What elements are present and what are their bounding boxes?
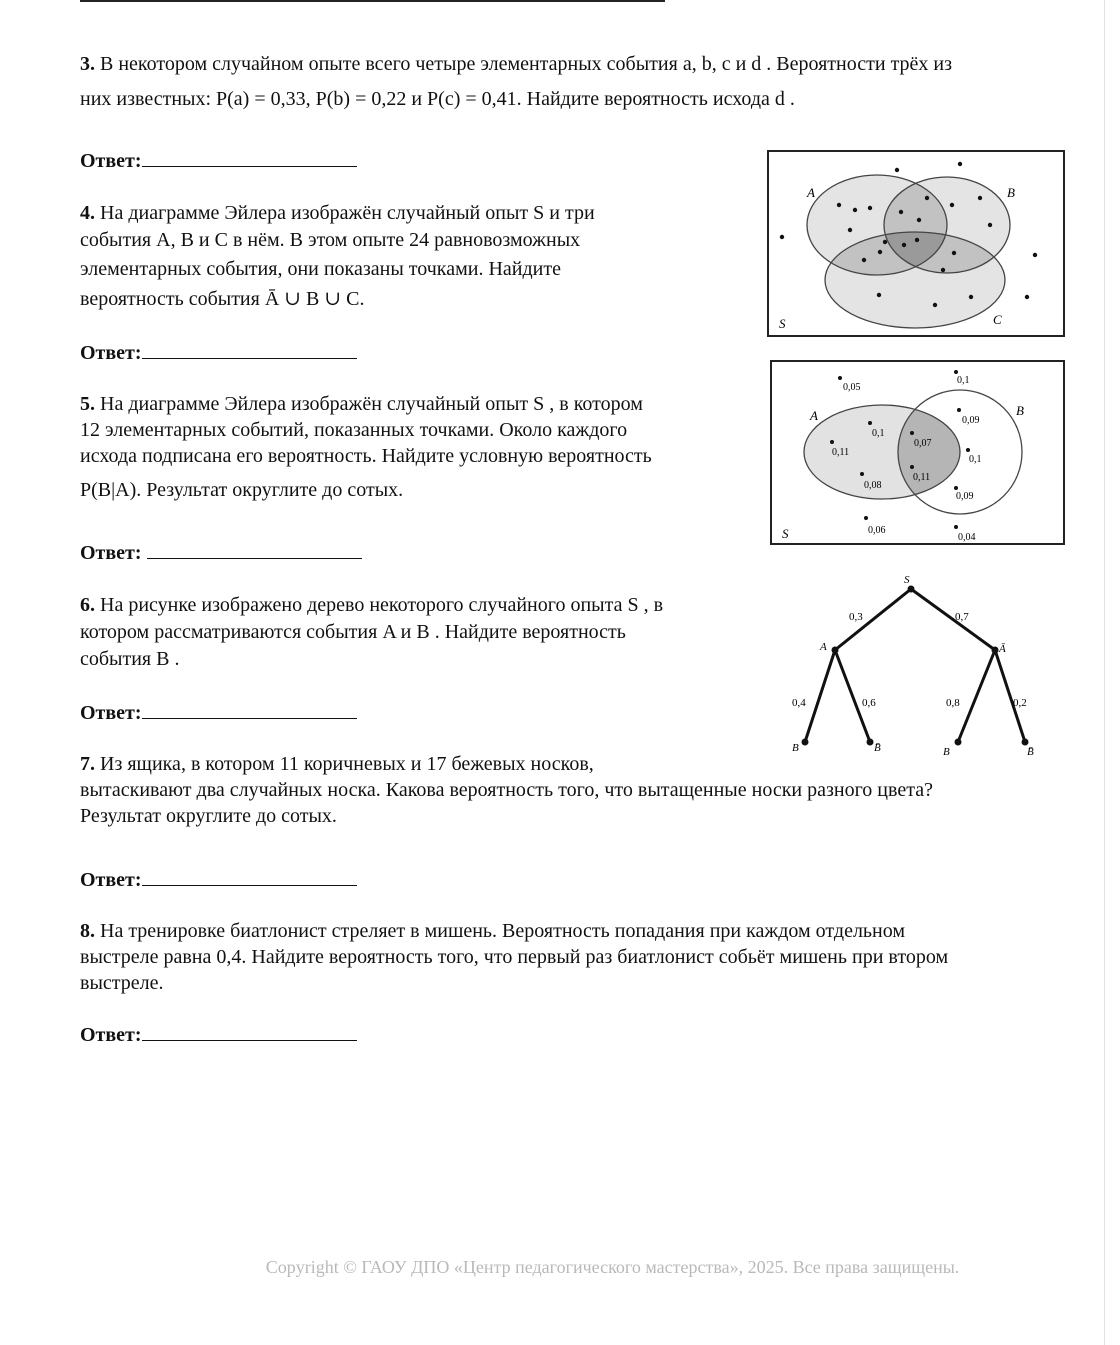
probability-tree xyxy=(775,565,1050,765)
prob-label: 0,05 xyxy=(843,382,861,393)
problem-4-line-4: вероятность события Ā ∪ B ∪ C. xyxy=(80,288,365,310)
node-label-not-b: B̄ xyxy=(874,742,881,754)
problem-4-line-3: элементарных события, они показаны точками. Найдите xyxy=(80,258,561,280)
answer-4 xyxy=(80,340,357,365)
problem-3-line-2: них известных: P(a) = 0,33, P(b) = 0,22 и P(c) = 0,41. Найдите вероятность исхода d . xyxy=(80,88,795,110)
problem-3-line-1 xyxy=(80,50,952,78)
answer-8-field[interactable] xyxy=(142,1022,357,1041)
node-label-s: S xyxy=(904,574,910,586)
problem-4-line-2: события A, B и C в нём. В этом опыте 24 равновозможных xyxy=(80,229,581,251)
label-b: B xyxy=(1007,185,1015,200)
branch-prob: 0,2 xyxy=(1013,697,1027,709)
venn-diagram-abc xyxy=(767,150,1066,338)
problem-7-line-2: вытаскивают два случайных носка. Какова вероятность того, что вытащенные носки разного цвета? xyxy=(80,779,933,801)
answer-5-field[interactable] xyxy=(147,540,362,559)
answer-label: Ответ: xyxy=(80,702,142,724)
prob-label: 0,08 xyxy=(864,480,882,491)
problem-8-line-1 xyxy=(80,917,905,945)
problem-8-number: 8. xyxy=(80,920,95,942)
answer-7 xyxy=(80,867,357,892)
prob-label: 0,04 xyxy=(958,532,976,543)
prob-label: 0,11 xyxy=(913,472,931,483)
copyright-notice: Copyright © ГАОУ ДПО «Центр педагогического мастерства», 2025. Все права защищены. xyxy=(265,1257,960,1277)
problem-4-line-1 xyxy=(80,199,595,227)
branch-prob: 0,3 xyxy=(849,611,863,623)
problem-7-line-1 xyxy=(80,750,594,778)
problem-3-number: 3. xyxy=(80,53,95,75)
label-s: S xyxy=(782,526,789,541)
prob-label: 0,1 xyxy=(957,375,970,386)
top-rule xyxy=(80,0,665,2)
problem-5-number: 5. xyxy=(80,393,95,415)
answer-label: Ответ: xyxy=(80,542,142,564)
node-label-b: B xyxy=(943,746,950,758)
answer-4-field[interactable] xyxy=(142,340,357,359)
problem-5-text-1: На диаграмме Эйлера изображён случайный опыт S , в котором xyxy=(100,393,643,415)
branch-prob: 0,7 xyxy=(955,611,969,623)
problem-7-number: 7. xyxy=(80,753,95,775)
problem-5-line-1 xyxy=(80,390,643,418)
problem-6-number: 6. xyxy=(80,594,95,616)
problem-3-text-1: В некотором случайном опыте всего четыре элементарных события a, b, c и d . Вероятности трёх из xyxy=(100,53,953,75)
answer-8 xyxy=(80,1022,357,1047)
problem-4-text-1: На диаграмме Эйлера изображён случайный опыт S и три xyxy=(100,202,595,224)
label-b: B xyxy=(1016,403,1024,418)
problem-6-line-2: котором рассматриваются события A и B . Найдите вероятность xyxy=(80,621,626,643)
problem-5-line-4: P(B|A). Результат округлите до сотых. xyxy=(80,479,404,501)
answer-3 xyxy=(80,148,357,173)
node-label-not-a: Ā xyxy=(999,643,1006,655)
prob-label: 0,1 xyxy=(872,428,885,439)
problem-5-line-3: исхода подписана его вероятность. Найдите условную вероятность xyxy=(80,445,652,467)
label-a: A xyxy=(807,185,815,200)
problem-6-line-3: события B . xyxy=(80,648,180,670)
tree-nodes xyxy=(802,586,1029,746)
problem-4-number: 4. xyxy=(80,202,95,224)
prob-label: 0,09 xyxy=(962,415,980,426)
prob-label: 0,07 xyxy=(914,438,932,449)
answer-label: Ответ: xyxy=(80,150,142,172)
venn-diagram-probabilities xyxy=(770,360,1066,546)
label-s: S xyxy=(779,316,786,331)
prob-label: 0,1 xyxy=(969,454,982,465)
prob-label: 0,11 xyxy=(832,447,850,458)
answer-7-field[interactable] xyxy=(142,867,357,886)
node-label-a: A xyxy=(820,641,827,653)
answer-6 xyxy=(80,700,357,725)
node-label-b: B xyxy=(792,742,799,754)
answer-label: Ответ: xyxy=(80,1024,142,1046)
problem-5-line-2: 12 элементарных событий, показанных точками. Около каждого xyxy=(80,419,628,441)
label-c: C xyxy=(993,312,1002,327)
branch-prob: 0,4 xyxy=(792,697,806,709)
answer-5 xyxy=(80,540,362,565)
label-a: A xyxy=(810,408,818,423)
problem-8-line-3: выстреле. xyxy=(80,972,164,994)
problem-7-text-1: Из ящика, в котором 11 коричневых и 17 бежевых носков, xyxy=(100,753,594,775)
answer-label: Ответ: xyxy=(80,869,142,891)
answer-3-field[interactable] xyxy=(142,148,357,167)
branch-prob: 0,6 xyxy=(862,697,876,709)
problem-6-line-1 xyxy=(80,591,663,619)
prob-label: 0,06 xyxy=(868,525,886,536)
problem-6-text-1: На рисунке изображено дерево некоторого случайного опыта S , в xyxy=(100,594,664,616)
answer-label: Ответ: xyxy=(80,342,142,364)
branch-prob: 0,8 xyxy=(946,697,960,709)
problem-7-line-3: Результат округлите до сотых. xyxy=(80,805,337,827)
answer-6-field[interactable] xyxy=(142,700,357,719)
prob-label: 0,09 xyxy=(956,491,974,502)
problem-8-text-1: На тренировке биатлонист стреляет в мишень. Вероятность попадания при каждом отдельном xyxy=(100,920,906,942)
problem-8-line-2: выстреле равна 0,4. Найдите вероятность того, что первый раз биатлонист собьёт мишень при втором xyxy=(80,946,949,968)
node-label-not-b: B̄ xyxy=(1027,746,1034,758)
tree-branches xyxy=(805,589,1025,742)
